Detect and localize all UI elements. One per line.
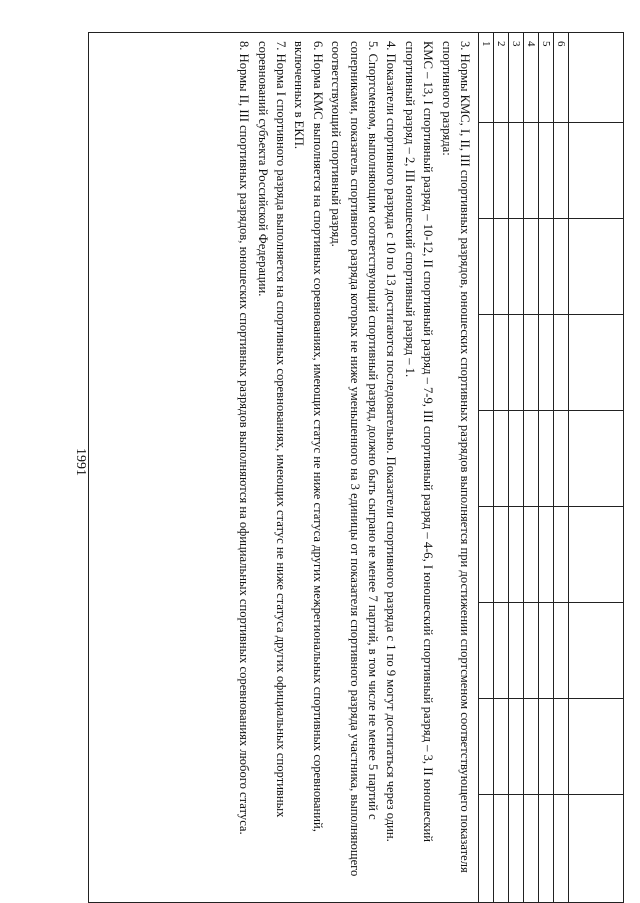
- note-6: 6. Норма КМС выполняется на спортивных соревнованиях, имеющих статус не ниже статуса других межрегиональных спортивных соревнований, включенных в ЕКП.: [292, 41, 325, 832]
- table-cell: [494, 795, 509, 903]
- table-cell: [554, 795, 569, 903]
- table-cell: [524, 123, 539, 219]
- table-cell: [554, 219, 569, 315]
- table-cell: [509, 123, 524, 219]
- table-cell: [509, 795, 524, 903]
- table-cell: [509, 315, 524, 411]
- row-number: 1: [479, 33, 494, 123]
- table-row: [494, 33, 509, 903]
- table-cell: [509, 219, 524, 315]
- table-cell: [554, 315, 569, 411]
- table-cell: [554, 411, 569, 507]
- row-number: 2: [494, 33, 509, 123]
- table-cell: [539, 411, 554, 507]
- rotated-table-container: [88, 32, 624, 902]
- table-cell: [479, 507, 494, 603]
- table-cell: [569, 795, 624, 903]
- table-cell: [494, 507, 509, 603]
- table-cell: [569, 507, 624, 603]
- table-cell: [479, 411, 494, 507]
- page-number: 1991: [73, 448, 88, 476]
- table-cell: [494, 315, 509, 411]
- note-5: 5. Спортсменом, выполняющим соответствующий спортивный разряд, должно быть сыграно не менее 7 партий, в том числе не менее 5 партий с соперниками, показатель спортивного разряда которых не ниже уменьшенного на 3 единицы от показателя спортивного разряда участника, выполняющего соответствующий спортивный разряд.: [329, 41, 380, 877]
- note-7: 7. Норма I спортивного разряда выполняется на спортивных соревнованиях, имеющих статус не ниже статуса других официальных спортивных соревнований субъекта Российской Федерации.: [255, 41, 288, 818]
- note-8: 8. Нормы II, III спортивных разрядов, юношеских спортивных разрядов выполняются на официальных спортивных соревнованиях любого статуса.: [237, 41, 252, 835]
- table-cell: [539, 603, 554, 699]
- table-cell: [539, 123, 554, 219]
- table-cell: [494, 123, 509, 219]
- table-cell: [569, 123, 624, 219]
- table-cell: [539, 219, 554, 315]
- table-cell: [524, 795, 539, 903]
- table-row: [554, 33, 569, 903]
- table-cell: [524, 507, 539, 603]
- table-header-row: [569, 33, 624, 903]
- note-3-values: КМС – 13, I спортивный разряд – 10-12, II спортивный разряд – 7-9, III спортивный разряд – 4-6, I юношеский спортивный разряд – 3, II юношеский спортивный разряд – 2, III юношеский спортивный разряд – 1.: [402, 41, 436, 842]
- table-cell: [509, 507, 524, 603]
- table-cell: [569, 603, 624, 699]
- table-cell: [494, 219, 509, 315]
- table-cell: [494, 411, 509, 507]
- table-cell: [479, 123, 494, 219]
- table-cell: [494, 603, 509, 699]
- table-cell: [554, 603, 569, 699]
- table-cell: [524, 315, 539, 411]
- table-cell: [554, 507, 569, 603]
- row-number: 3: [509, 33, 524, 123]
- table-cell: [554, 123, 569, 219]
- table-row: [479, 33, 494, 903]
- table-cell: [539, 507, 554, 603]
- table-cell: [509, 603, 524, 699]
- row-number: 5: [539, 33, 554, 123]
- table-cell: [479, 219, 494, 315]
- table-cell: [479, 603, 494, 699]
- note-3: 3. Нормы КМС, I, II, III спортивных разрядов, юношеских спортивных разрядов выполняется при достижении спортсменом соответствующего показателя спортивного разряда:: [439, 41, 472, 873]
- table-cell: [569, 315, 624, 411]
- table-cell: [479, 795, 494, 903]
- table-cell: [524, 603, 539, 699]
- table-cell: [524, 699, 539, 795]
- table-cell: [509, 699, 524, 795]
- table-cell: [539, 699, 554, 795]
- table-cell: [524, 411, 539, 507]
- table-cell: [539, 315, 554, 411]
- norms-table: [88, 32, 624, 903]
- table-row: [509, 33, 524, 903]
- table-cell: [569, 33, 624, 123]
- row-number: 4: [524, 33, 539, 123]
- table-cell: [479, 315, 494, 411]
- table-cell: [569, 219, 624, 315]
- table-cell: [509, 411, 524, 507]
- table-row: [539, 33, 554, 903]
- table-cell: [554, 699, 569, 795]
- notes-cell: [89, 33, 479, 903]
- table-cell: [524, 219, 539, 315]
- table-cell: [494, 699, 509, 795]
- row-number: 6: [554, 33, 569, 123]
- table-cell: [569, 699, 624, 795]
- table-cell: [539, 795, 554, 903]
- table-cell: [569, 411, 624, 507]
- table-row: [524, 33, 539, 903]
- table-cell: [479, 699, 494, 795]
- note-4: 4. Показатели спортивного разряда с 10 по 13 достигаются последовательно. Показатели спортивного разряда с 1 по 9 могут достигаться через один.: [384, 41, 399, 842]
- notes-row: [89, 33, 479, 903]
